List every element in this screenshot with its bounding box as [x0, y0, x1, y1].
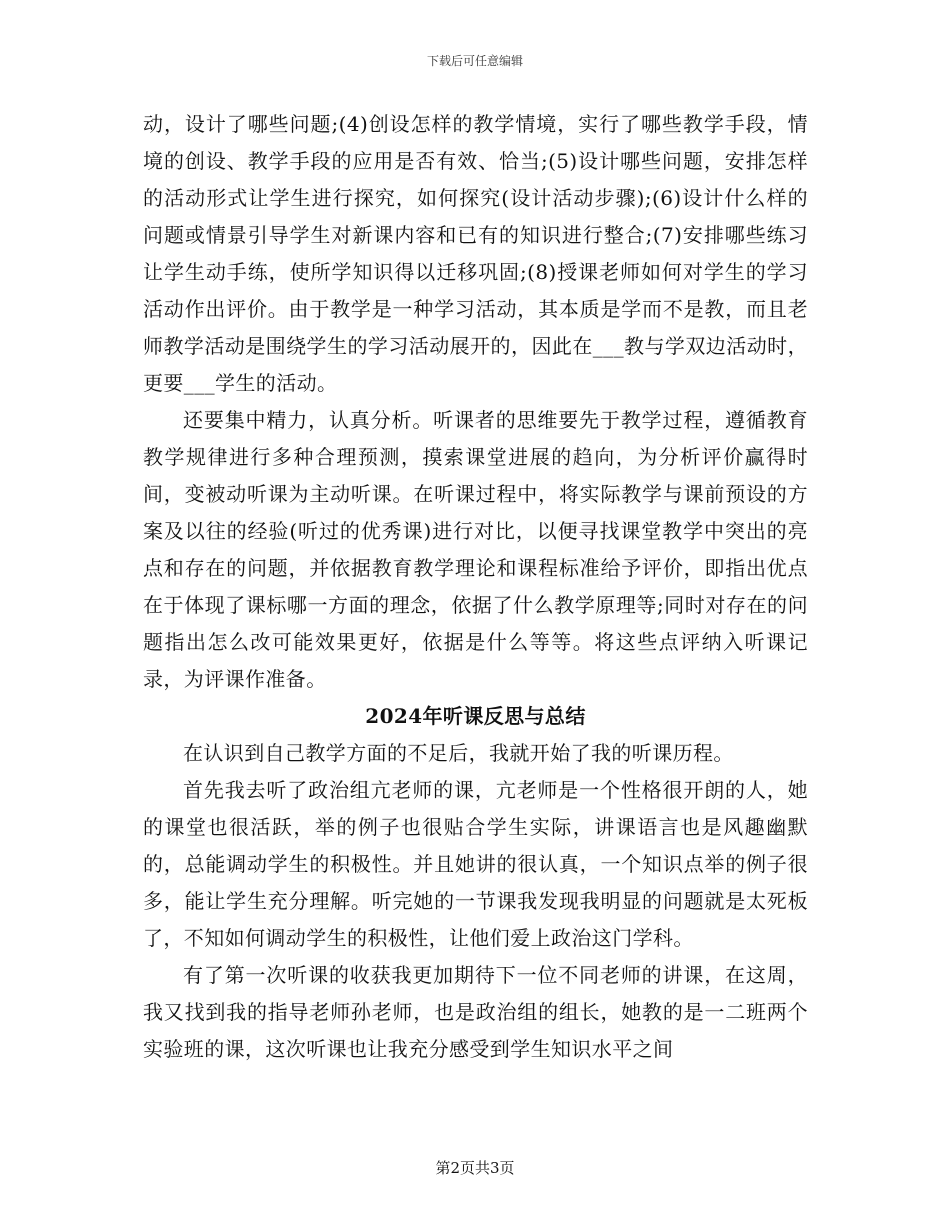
page-number: 第2页共3页	[435, 1159, 515, 1177]
paragraph-first-observation: 首先我去听了政治组亢老师的课，亢老师是一个性格很开朗的人，她的课堂也很活跃，举的例子也很贴合学生实际，讲课语言也是风趣幽默的，总能调动学生的积极性。并且她讲的很认真，一个知识点举的例子很多，能让学生充分理解。听完她的一节课我发现我明显的问题就是太死板了，不知如何调动学生的积极性，让他们爱上政治这门学科。	[143, 778, 808, 950]
page-header-note: 下载后可任意编辑	[426, 54, 523, 68]
paragraph-intro: 在认识到自己教学方面的不足后，我就开始了我的听课历程。	[183, 741, 734, 765]
document-body	[143, 106, 808, 1068]
section-title: 2024年听课反思与总结	[365, 704, 586, 728]
paragraph-focus-analysis: 还要集中精力，认真分析。听课者的思维要先于教学过程，遵循教育教学规律进行多种合理预测，摸索课堂进展的趋向，为分析评价赢得时间，变被动听课为主动听课。在听课过程中，将实际教学与课前预设的方案及以往的经验(听过的优秀课)进行对比，以便寻找课堂教学中突出的亮点和存在的问题，并依据教育教学理论和课程标准给予评价，即指出优点在于体现了课标哪一方面的理念，依据了什么教学原理等;同时对存在的问题指出怎么改可能效果更好，依据是什么等等。将这些点评纳入听课记录，为评课作准备。	[143, 408, 808, 691]
paragraph-second-observation: 有了第一次听课的收获我更加期待下一位不同老师的讲课，在这周，我又找到我的指导老师孙老师，也是政治组的组长，她教的是一二班两个实验班的课，这次听课也让我充分感受到学生知识水平之间	[143, 963, 808, 1061]
paragraph-teaching-design: 动，设计了哪些问题;(4)创设怎样的教学情境，实行了哪些教学手段，情境的创设、教学手段的应用是否有效、恰当;(5)设计哪些问题，安排怎样的活动形式让学生进行探究，如何探究(设计活动步骤);(6)设计什么样的问题或情景引导学生对新课内容和已有的知识进行整合;(7)安排哪些练习让学生动手练，使所学知识得以迁移巩固;(8)授课老师如何对学生的学习活动作出评价。由于教学是一种学习活动，其本质是学而不是教，而且老师教学活动是围绕学生的学习活动展开的，因此在___教与学双边活动时，更要___学生的活动。	[143, 112, 808, 395]
